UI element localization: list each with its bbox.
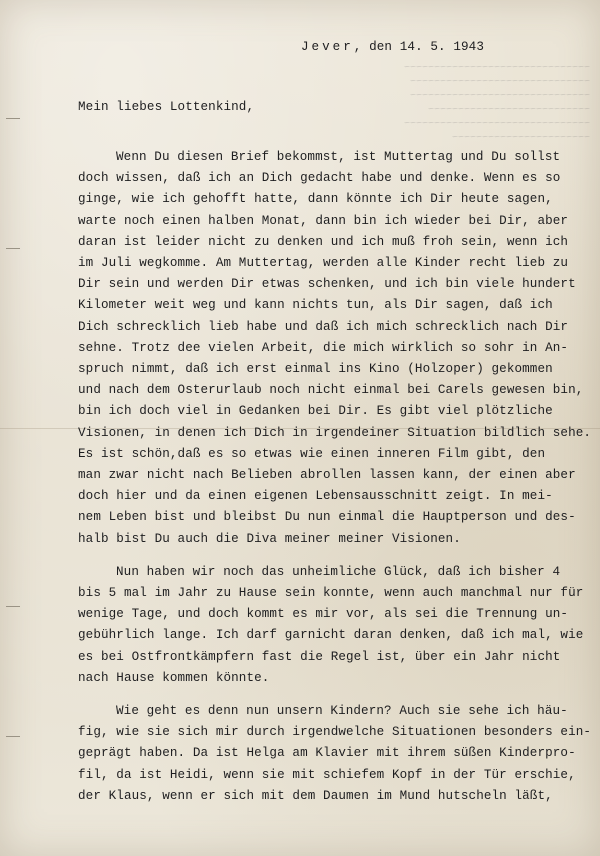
letter-date: 14. 5. 1943: [399, 40, 484, 54]
letter-line: es bei Ostfrontkämpfern fast die Regel ist, über ein Jahr nicht: [78, 649, 561, 664]
letter-line: Wie geht es denn nun unsern Kindern? Auch sie sehe ich häu-: [116, 704, 568, 718]
letter-line: und nach dem Osterurlaub noch nicht einmal bei Carels gewesen bin,: [78, 383, 584, 398]
letter-line: daran ist leider nicht zu denken und ich muß froh sein, wenn ich: [78, 234, 569, 249]
letter-line: ginge, wie ich gehofft hatte, dann könnte ich Dir heute sagen,: [78, 192, 553, 207]
letter-line: gebührlich lange. Ich darf garnicht daran denken, daß ich mal, wie: [78, 628, 584, 643]
letter-line: Kilometer weit weg und kann nichts tun, als Dir sagen, daß ich: [78, 298, 553, 313]
letter-line: Wenn Du diesen Brief bekommst, ist Muttertag und Du sollst: [116, 150, 561, 164]
letter-line: der Klaus, wenn er sich mit dem Daumen im Mund hutscheln läßt,: [78, 788, 553, 803]
letter-line: bis 5 mal im Jahr zu Hause sein konnte, wenn auch manchmal nur für: [78, 586, 584, 600]
letter-line: geprägt haben. Da ist Helga am Klavier mit ihrem süßen Kinderpro-: [78, 746, 576, 761]
letter-line: nach Hause kommen könnte.: [78, 670, 270, 685]
letter-city: Jever: [301, 40, 354, 54]
letter-line: doch wissen, daß ich an Dich gedacht habe und denke. Wenn es so: [78, 171, 561, 186]
punch-mark: [6, 606, 20, 607]
show-through-texture: ~~~~~~~~~~~~~~~~~~~~~~~~~~~~~~~ ~~~~~~~~~~~~~~~~~~~~~~~~~~~~~~ ~~~~~~~~~~~~~~~~~~~~~~~~~~~~~~ ~~~~~~~~~~~~~~~~~~~~~~~~~~~ ~~~~~~~~~~~~~~~~~~~~~~~~~~~~~~~ ~~~~~~~~~~~~~~~~~~~~~~~: [403, 63, 590, 144]
letter-salutation: Mein liebes Lottenkind,: [78, 100, 255, 114]
letter-line: warte noch einen halben Monat, dann bin ich wieder bei Dir, aber: [78, 213, 569, 228]
punch-mark: [6, 736, 20, 737]
punch-mark: [6, 248, 20, 249]
letter-line: sehne. Trotz dee vielen Arbeit, die mich wirklich so sohr in An-: [78, 340, 569, 355]
letter-line: Es ist schön,daß es so etwas wie einen inneren Film gibt, den: [78, 446, 546, 461]
letter-line: doch hier und da einen eigenen Lebensausschnitt zeigt. In mei-: [78, 489, 553, 504]
letter-dateline: [301, 40, 484, 54]
letter-line: im Juli wegkomme. Am Muttertag, werden alle Kinder recht lieb zu: [78, 256, 569, 270]
letter-line: Dich schrecklich lieb habe und daß ich mich schrecklich nach Dir: [78, 319, 569, 334]
letter-line: wenige Tage, und doch kommt es mir vor, als sei die Trennung un-: [78, 607, 569, 622]
letter-line: Dir sein und werden Dir etwas schenken, und ich bin viele hundert: [78, 277, 576, 292]
letter-line: fig, wie sie sich mir durch irgendwelche Situationen besonders ein-: [78, 725, 592, 740]
punch-marks: [6, 0, 26, 856]
letter-line: nem Leben bist und bleibst Du nun einmal die Hauptperson und des-: [78, 510, 576, 525]
letter-date-prefix: , den: [353, 40, 400, 54]
letter-line: fil, da ist Heidi, wenn sie mit schiefem Kopf in der Tür erschie,: [78, 767, 576, 782]
letter-line: man zwar nicht nach Belieben abrollen lassen kann, der einen aber: [78, 468, 576, 482]
letter-line: spruch nimmt, daß ich erst einmal ins Kino (Holzoper) gekommen: [78, 362, 553, 376]
letter-line: bin ich doch viel in Gedanken bei Dir. Es gibt viel plötzliche: [78, 404, 553, 419]
punch-mark: [6, 118, 20, 119]
letter-line: halb bist Du auch die Diva meiner meiner Visionen.: [78, 531, 461, 546]
letter-line: Visionen, in denen ich Dich in irgendeiner Situation bildlich sehe.: [78, 425, 592, 440]
letter-line: Nun haben wir noch das unheimliche Glück, daß ich bisher 4: [116, 564, 561, 579]
